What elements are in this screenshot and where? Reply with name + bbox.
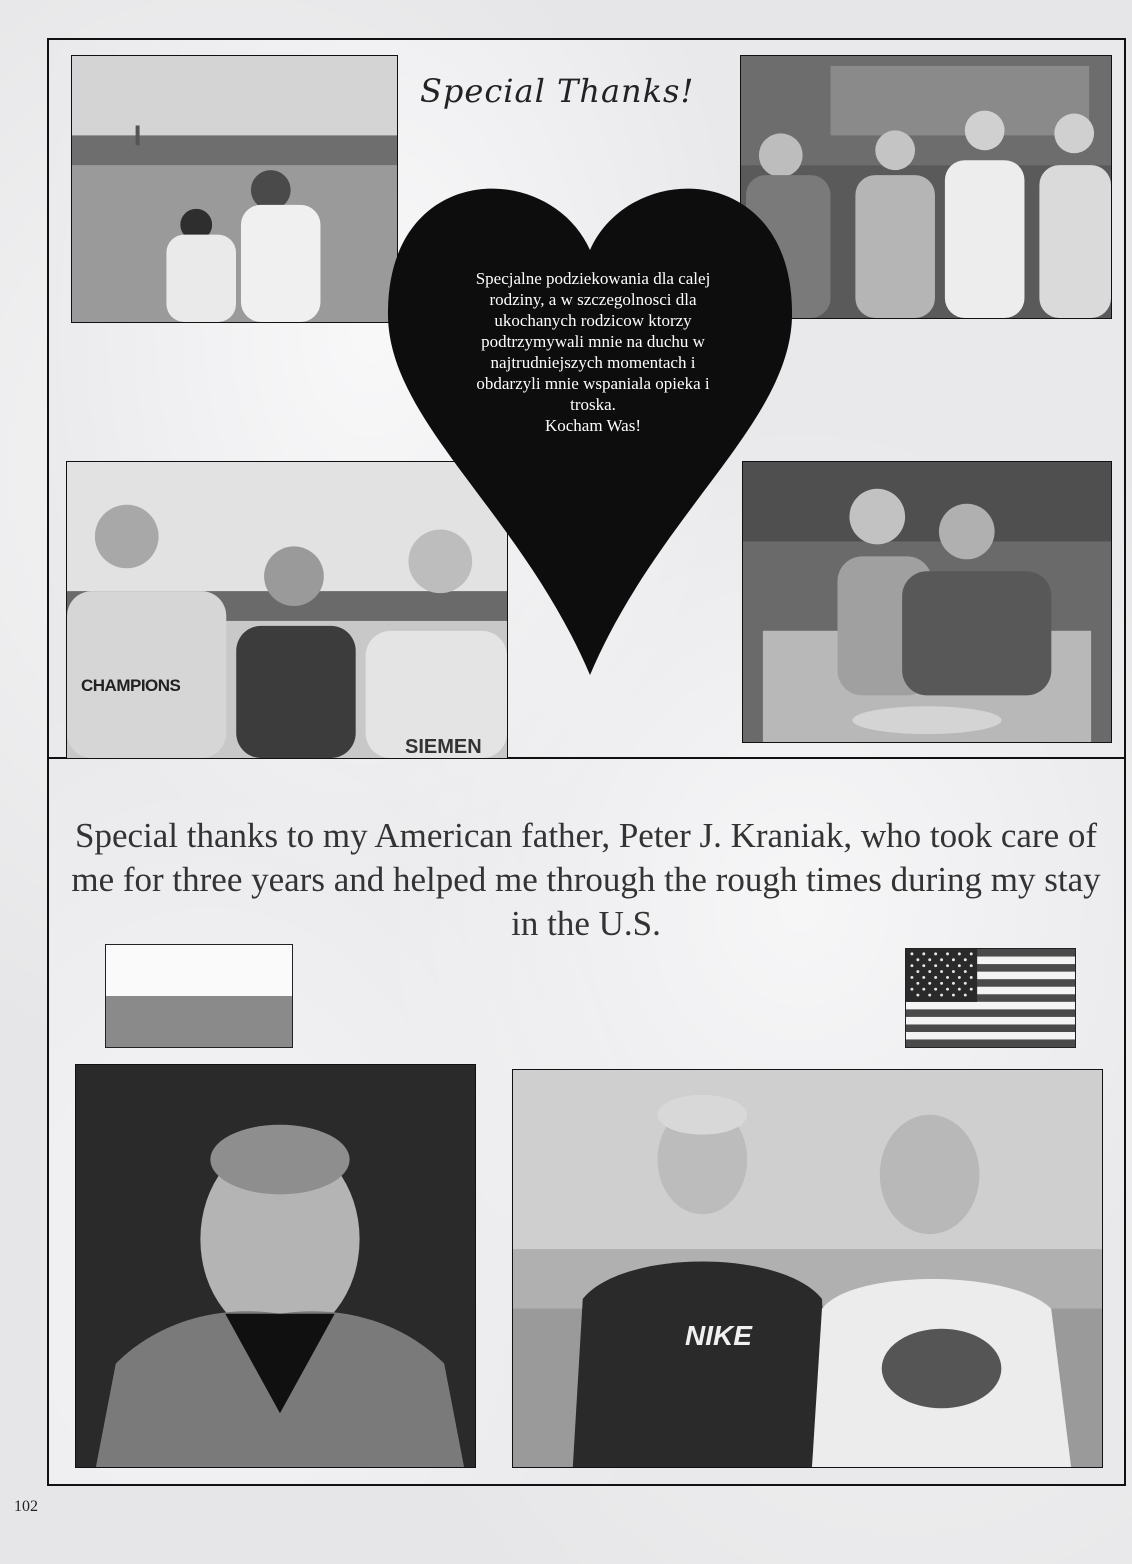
photo-portrait-father bbox=[75, 1064, 476, 1468]
english-thanks-message: Special thanks to my American father, Peter J. Kraniak, who took care of me for three years and helped me through the rough times during my stay in the U.S. bbox=[71, 816, 1101, 943]
polish-message-line: obdarzyli mnie wspaniala opieka i bbox=[476, 374, 710, 393]
polish-message-line: Kocham Was! bbox=[544, 416, 642, 435]
polish-message-line: podtrzymywali mnie na duchu w bbox=[481, 332, 705, 351]
polish-message bbox=[418, 268, 768, 436]
special-thanks-title: Special Thanks! bbox=[420, 72, 695, 110]
poland-flag-icon bbox=[105, 944, 293, 1048]
polish-message-line: ukochanych rodzicow ktorzy bbox=[494, 311, 692, 330]
usa-flag-icon bbox=[905, 948, 1076, 1048]
polish-message-line: troska. bbox=[570, 395, 616, 414]
photo-couple-lake bbox=[71, 55, 398, 323]
polish-message-line: najtrudniejszych momentach i bbox=[490, 353, 696, 372]
shirt-text-nike: NIKE bbox=[685, 1320, 752, 1351]
polish-message-line: Specjalne podziekowania dla calej bbox=[475, 269, 711, 288]
shirt-text-champions: CHAMPIONS bbox=[81, 676, 181, 695]
shirt-text-siemens: SIEMEN bbox=[405, 736, 482, 758]
polish-message-line: rodziny, a w szczegolnosci dla bbox=[489, 290, 697, 309]
photo-son-and-father bbox=[512, 1069, 1103, 1468]
page-number: 102 bbox=[14, 1498, 38, 1515]
